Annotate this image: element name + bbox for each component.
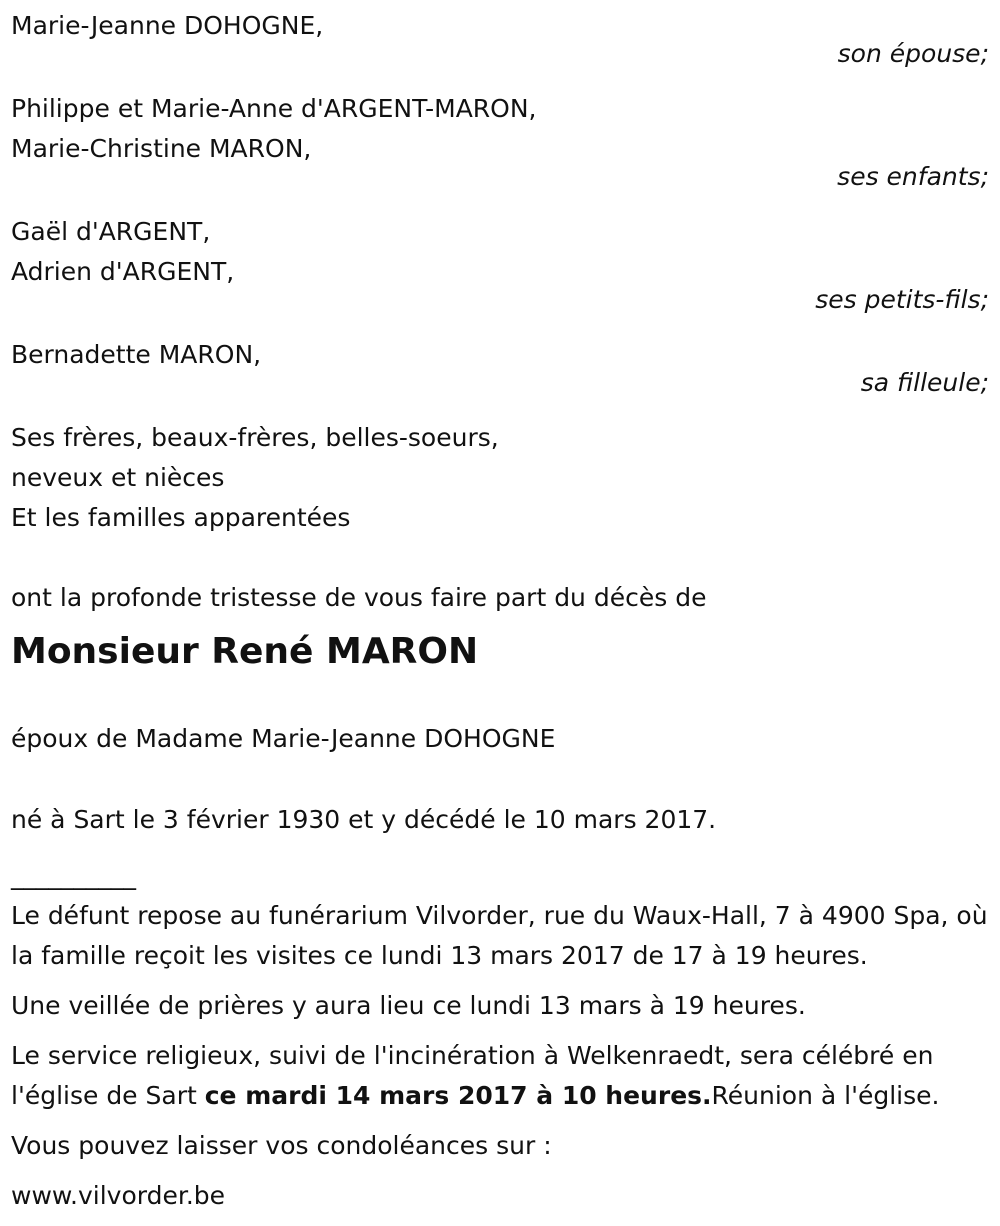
separator-line: __________ — [11, 861, 136, 890]
vigil-paragraph: Une veillée de prières y aura lieu ce lundi 13 mars à 19 heures. — [11, 991, 806, 1020]
spouse-line: époux de Madame Marie-Jeanne DOHOGNE — [11, 724, 556, 753]
grandchildren-role: ses petits-fils; — [815, 285, 989, 314]
family-relatives — [11, 418, 989, 538]
child-name: Marie-Christine MARON, — [11, 134, 312, 163]
spouse-name: Marie-Jeanne DOHOGNE, — [11, 11, 324, 40]
grandchild-name: Adrien d'ARGENT, — [11, 257, 235, 286]
condolences-paragraph: Vous pouvez laisser vos condoléances sur : — [11, 1131, 552, 1160]
relatives-line: Et les familles apparentées — [11, 503, 351, 532]
relatives-line: neveux et nièces — [11, 463, 225, 492]
family-goddaughter — [11, 335, 989, 395]
repose-paragraph: Le défunt repose au funérarium Vilvorder, rue du Waux-Hall, 7 à 4900 Spa, où la famille reçoit les visites ce lundi 13 mars 2017 de 17 à 19 heures. — [11, 901, 988, 970]
goddaughter-name: Bernadette MARON, — [11, 340, 262, 369]
service-date-time: ce mardi 14 mars 2017 à 10 heures. — [204, 1081, 712, 1110]
grandchild-name: Gaël d'ARGENT, — [11, 217, 211, 246]
relatives-line: Ses frères, beaux-frères, belles-soeurs, — [11, 423, 499, 452]
service-text: Le service religieux, suivi de l'incinération à Welkenraedt, sera célébré en l'église de Sart — [11, 1041, 934, 1110]
death-notice — [11, 6, 989, 1226]
spacer — [11, 538, 989, 578]
child-name: Philippe et Marie-Anne d'ARGENT-MARON, — [11, 94, 537, 123]
family-children — [11, 89, 989, 189]
website-link[interactable]: www.vilvorder.be — [11, 1181, 226, 1210]
children-role: ses enfants; — [837, 162, 989, 191]
service-meeting: Réunion à l'église. — [711, 1081, 940, 1110]
announcement-intro: ont la profonde tristesse de vous faire part du décès de — [11, 583, 707, 612]
spouse-role: son épouse; — [837, 39, 989, 68]
family-grandchildren — [11, 212, 989, 312]
birth-death-line: né à Sart le 3 février 1930 et y décédé le 10 mars 2017. — [11, 805, 717, 834]
deceased-name: Monsieur René MARON — [11, 631, 479, 672]
service-paragraph — [11, 1036, 989, 1116]
family-spouse — [11, 6, 989, 66]
goddaughter-role: sa filleule; — [860, 368, 989, 397]
